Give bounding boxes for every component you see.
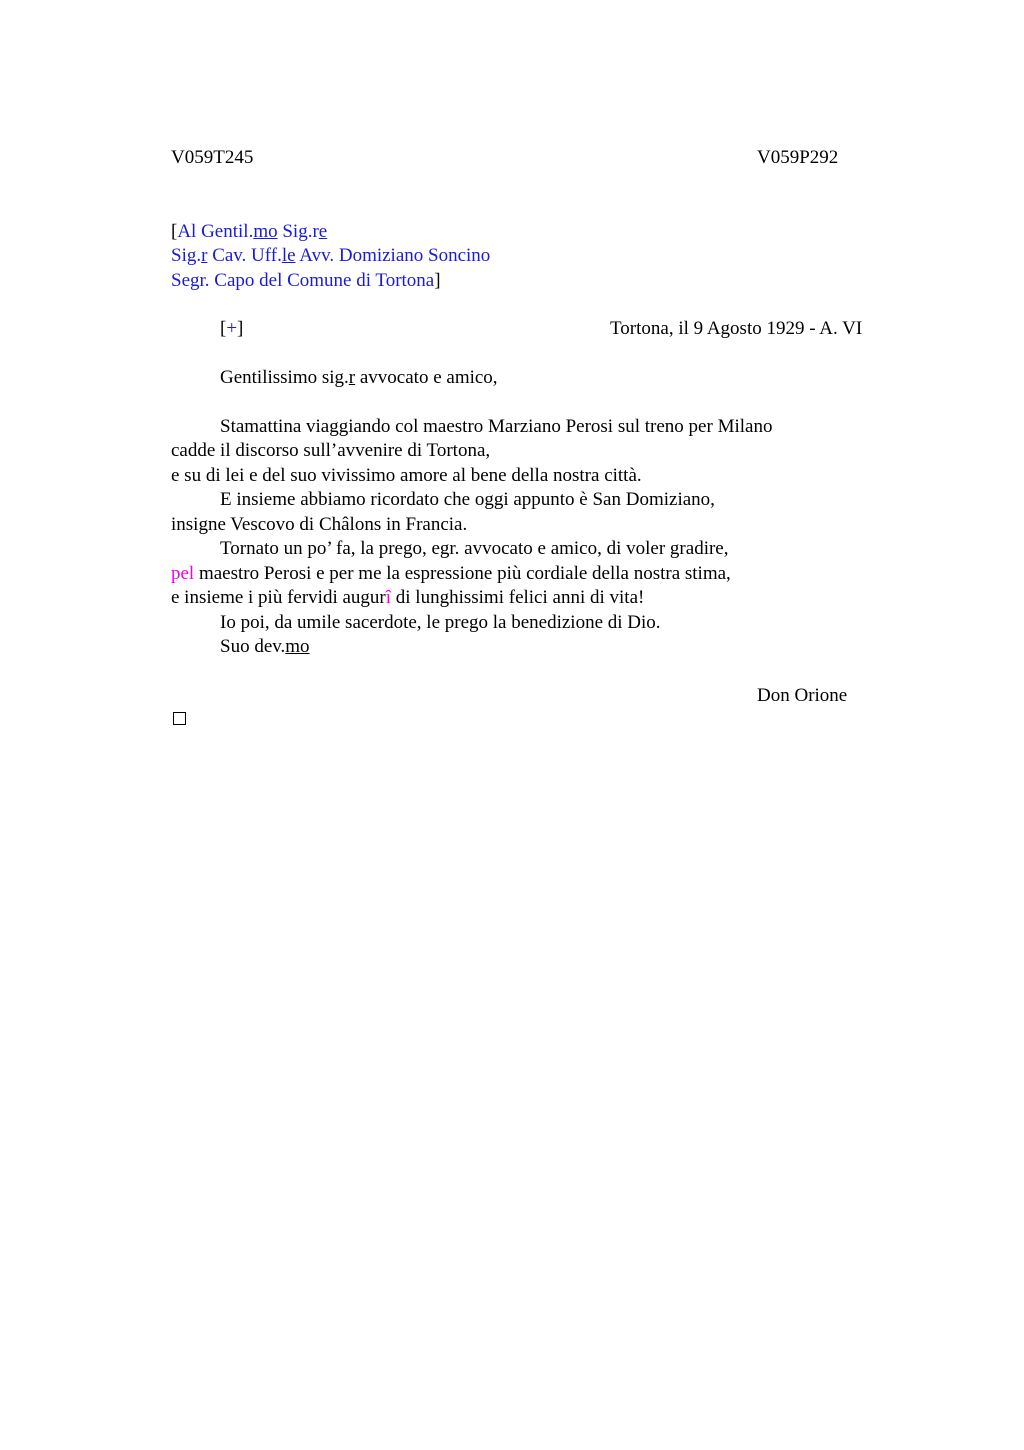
address-office: Segr. Capo del Comune di Tortona <box>171 270 435 291</box>
address-recipient-name: Avv. Domiziano Soncino <box>295 245 491 266</box>
body-line-3: e su di lei e del suo vivissimo amore al bene della nostra città. <box>171 465 642 486</box>
address-abbrev-superscript: mo <box>253 221 278 242</box>
address-abbrev-superscript: r <box>201 245 208 266</box>
address-sig: Sig. <box>171 245 202 266</box>
body-line-9: Io poi, da umile sacerdote, le prego la benedizione di Dio. <box>220 612 661 633</box>
address-line-1 <box>171 220 327 244</box>
cross-mark: [+] <box>220 318 244 339</box>
address-line-2 <box>171 244 490 268</box>
closing: Suo dev.mo <box>220 636 310 657</box>
body-line-4: E insieme abbiamo ricordato che oggi appunto è San Domiziano, <box>220 489 715 510</box>
address-abbrev-superscript: e <box>318 221 328 242</box>
document-code-right: V059P292 <box>757 147 839 168</box>
address-recipient-sig: Sig.r <box>277 221 319 242</box>
correction-i-circumflex: î <box>385 587 392 608</box>
salutation: Gentilissimo sig.r avvocato e amico, <box>220 367 498 388</box>
body-line-1: Stamattina viaggiando col maestro Marziano Perosi sul treno per Milano <box>220 416 773 437</box>
body-line-8: e insieme i più fervidi augurî di lunghissimi felici anni di vita! <box>171 587 645 608</box>
signature: Don Orione <box>757 685 848 706</box>
address-close-bracket: ] <box>434 270 441 291</box>
body-line-5: insigne Vescovo di Châlons in Francia. <box>171 514 468 535</box>
body-line-7: pel maestro Perosi e per me la espressione più cordiale della nostra stima, <box>171 563 731 584</box>
address-open-bracket: [ <box>171 221 178 242</box>
correction-pel: pel <box>171 563 195 584</box>
address-line-3 <box>171 269 441 293</box>
address-cav-uff: Cav. Uff. <box>207 245 282 266</box>
cross-icon: + <box>226 318 238 339</box>
end-square-icon <box>173 712 186 725</box>
letter-date: Tortona, il 9 Agosto 1929 - A. VI <box>610 318 863 339</box>
document-code-left: V059T245 <box>171 147 254 168</box>
address-recipient-title: Al Gentil. <box>177 221 254 242</box>
body-line-2: cadde il discorso sull’avvenire di Tortona, <box>171 440 491 461</box>
abbrev-superscript: mo <box>285 636 310 657</box>
address-abbrev-superscript: le <box>281 245 296 266</box>
body-line-6: Tornato un po’ fa, la prego, egr. avvocato e amico, di voler gradire, <box>220 538 729 559</box>
abbrev-superscript: r <box>348 367 356 388</box>
